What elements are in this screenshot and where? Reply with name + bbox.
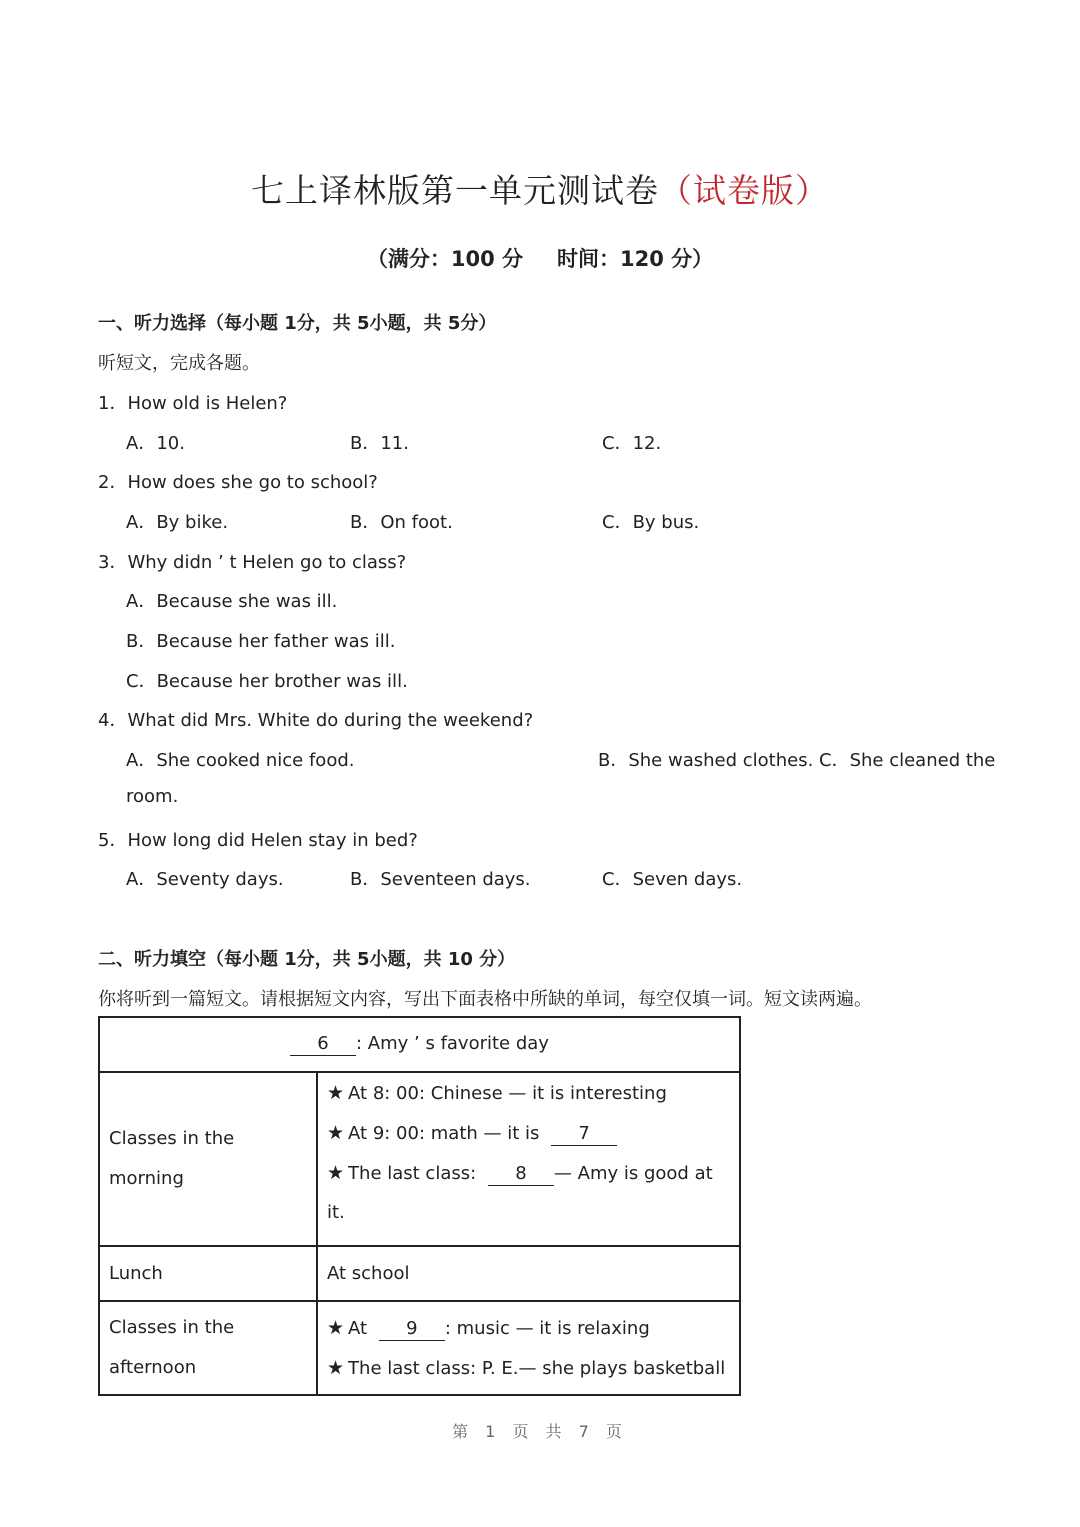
star-icon: ★	[327, 1122, 345, 1144]
blank-9: 9	[379, 1318, 445, 1341]
q1-option-b: B．11.	[350, 433, 409, 454]
lunch-label-cell: Lunch	[99, 1246, 317, 1301]
blank-7: 7	[551, 1123, 617, 1146]
q5-option-c: C．Seven days.	[602, 869, 743, 890]
star-icon: ★	[327, 1082, 345, 1104]
q4-option-c-continued: room.	[126, 786, 179, 807]
q1-option-a: A．10.	[126, 433, 185, 454]
star-icon: ★	[327, 1357, 345, 1379]
afternoon-label-cell	[99, 1301, 317, 1395]
title-main: 七上译林版第一单元测试卷	[251, 171, 659, 210]
afternoon-details-cell	[317, 1301, 740, 1395]
listening-table	[98, 1016, 741, 1396]
section1-heading: 一、听力选择（每小题 1分，共 5小题，共 5分）	[98, 313, 497, 334]
q5-option-b: B．Seventeen days.	[350, 869, 531, 890]
morning-label-cell	[99, 1072, 317, 1246]
exam-time: 时间：120 分）	[557, 247, 714, 271]
q3-option-a: A．Because she was ill.	[126, 591, 338, 612]
morning-details-cell	[317, 1072, 740, 1246]
question-1: 1．How old is Helen?	[98, 393, 288, 414]
morning-line-3: ★ The last class: 8 — Amy is good at	[327, 1162, 713, 1184]
afternoon-label-line2: afternoon	[109, 1357, 197, 1378]
section2-heading: 二、听力填空（每小题 1分，共 5小题，共 10 分）	[98, 949, 516, 970]
question-4: 4．What did Mrs. White do during the weekend?	[98, 710, 534, 731]
question-5: 5．How long did Helen stay in bed?	[98, 830, 418, 851]
morning-line-2: ★ At 9: 00: math — it is 7	[327, 1113, 730, 1153]
q2-option-c: C．By bus.	[602, 512, 700, 533]
title-version: （试卷版）	[659, 171, 829, 210]
morning-label-line2: morning	[109, 1168, 184, 1189]
q2-option-b: B．On foot.	[350, 512, 453, 533]
question-3: 3．Why didn ’ t Helen go to class?	[98, 552, 407, 573]
q4-option-bc: B．She washed clothes. C．She cleaned the	[598, 750, 996, 771]
blank-8: 8	[488, 1163, 554, 1186]
q1-option-c: C．12.	[602, 433, 662, 454]
q4-option-a: A．She cooked nice food.	[126, 750, 355, 771]
page-title	[0, 165, 1080, 212]
afternoon-label-line1: Classes in the	[109, 1317, 235, 1338]
q5-option-a: A．Seventy days.	[126, 869, 284, 890]
q3-option-c: C．Because her brother was ill.	[126, 671, 408, 692]
section2-instruction: 你将听到一篇短文。请根据短文内容，写出下面表格中所缺的单词，每空仅填一词。短文读两遍。	[98, 989, 872, 1010]
q2-option-a: A．By bike.	[126, 512, 229, 533]
page-footer: 第 1 页 共 7 页	[452, 1422, 628, 1441]
question-2: 2．How does she go to school?	[98, 472, 378, 493]
table-header-text: : Amy ’ s favorite day	[356, 1033, 549, 1054]
table-header-cell	[99, 1017, 740, 1072]
q3-option-b: B．Because her father was ill.	[126, 631, 396, 652]
morning-line-1: ★ At 8: 00: Chinese — it is interesting	[327, 1082, 667, 1104]
lunch-value-cell: At school	[317, 1246, 740, 1301]
full-score: （满分：100 分	[366, 247, 523, 271]
star-icon: ★	[327, 1162, 345, 1184]
section1-instruction: 听短文，完成各题。	[98, 353, 260, 374]
star-icon: ★	[327, 1317, 345, 1339]
afternoon-line-1: ★ At 9 : music — it is relaxing	[327, 1317, 650, 1339]
morning-line-4: it.	[327, 1202, 345, 1223]
morning-label-line1: Classes in the	[109, 1128, 235, 1149]
exam-info	[0, 243, 1080, 273]
blank-6: 6	[290, 1033, 356, 1056]
afternoon-line-2: ★ The last class: P. E.— she plays basketball	[327, 1357, 726, 1379]
